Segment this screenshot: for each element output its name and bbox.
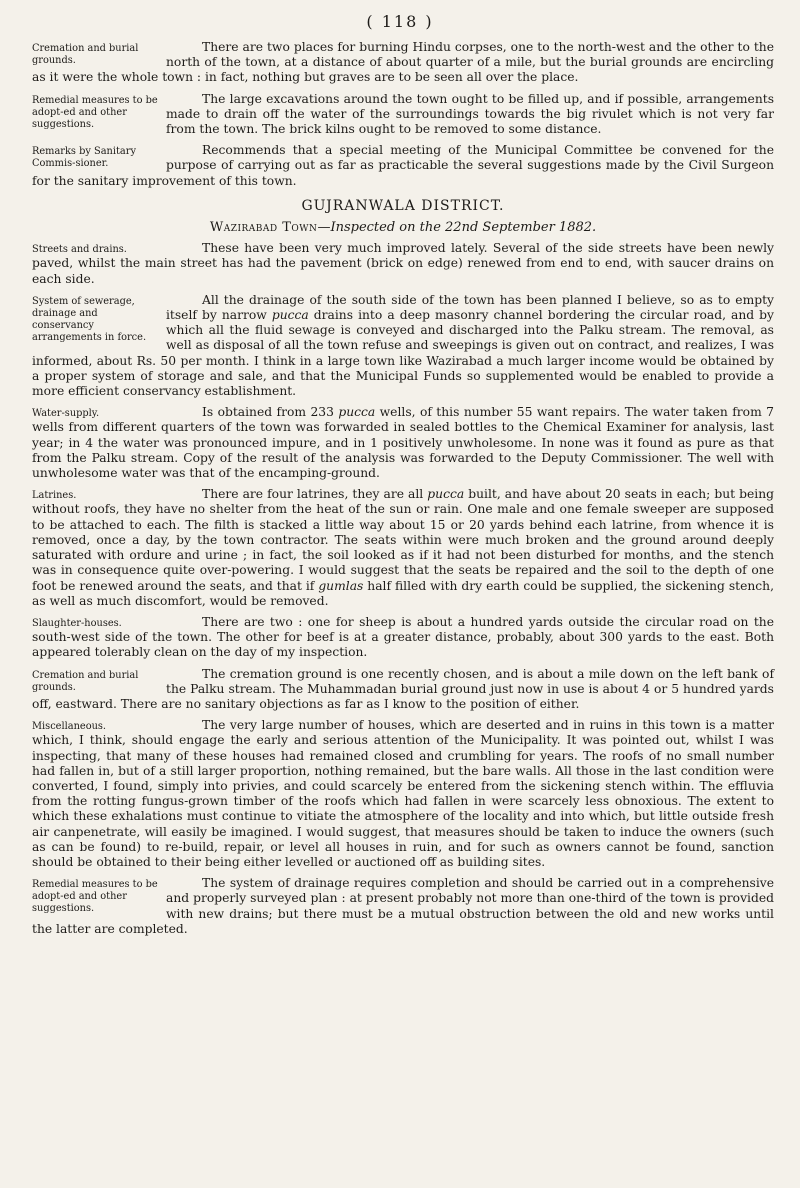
text-run: drains into a deep masonry channel bordering the circular road, and by which all the fluid sewage is conveyed and discharged into the Palku stream. The removal, as well as disposal of all the town refuse and sweepings is given out on contract, and realizes, I was informed, about Rs. 50 per month. I think in a large town like Wazirabad a much larger income would be obtained by a proper system of storage and sale, and that the Municipal Funds so supplemented would be enabled to provide a more efficient conservancy establishment. xyxy=(32,308,775,399)
text-run: half filled with dry earth could be supplied, the sickening stench, as well as much discomfort, would be removed. xyxy=(32,578,774,608)
marginal-note: Remedial measures to be adopt-ed and other suggestions. xyxy=(32,879,158,915)
marginal-note: Streets and drains. xyxy=(32,244,127,256)
paragraph: The very large number of houses, which are deserted and in ruins in this town is a matter which, I think, should engage the early and serious attention of the Municipality. It was pointed out, whilst I was inspecting, that many of these houses had remained closed and crumbling for years. The roofs of no small number had fallen in, but of a still larger proportion, nothing remained, but the bare walls. All those in the last condition were converted, I found, simply into privies, and could scarcely be entered from the sickening stench within. The effluvia from the rotting fungus-grown timber of the roofs which had fallen in were scarcely less obnoxious. The extent to which these exhalations must continue to vitiate the atmosphere of the locality and into which, but little outside fresh air canpenetrate, will easily be imagined. I would suggest, that measures should be taken to induce the owners (such as can be found) to re-build, repair, or level all houses in ruin, and for such as owners cannot be found, sanction should be obtained to their being either levelled or auctioned off as building sites. xyxy=(32,718,774,869)
town-name: Wazirabad Town xyxy=(209,220,318,236)
document-body xyxy=(32,40,774,937)
section-miscellaneous xyxy=(32,718,774,870)
marginal-note: Cremation and burial grounds. xyxy=(32,669,139,693)
text-run: built, and have about 20 seats in each; but being without roofs, they have no shelter from the heat of the sun or rain. One male and one female sweeper are supposed to be attached to each. The filth is stacked a little way about 15 or 20 yards behind each latrine, from whence it is removed, once a day, by the town contractor. The seats within were much broken and the ground around deeply saturated with ordure and urine ; in fact, the soil looked as if it had not been disturbed for months, and the stench was in consequence quite over-powering. I would suggest that the seats be repaired and the soil to the depth of one foot be renewed around the seats, and that if xyxy=(32,487,774,593)
marginal-note: Slaughter-houses. xyxy=(32,617,122,629)
inspection-date: Inspected on the 22nd September 1882. xyxy=(330,220,597,236)
section-cremation-burial xyxy=(32,40,774,86)
marginal-note: Latrines. xyxy=(32,490,77,502)
paragraph: The system of drainage requires completion and should be carried out in a comprehensive and properly surveyed plan : at present probably not more than one-third of the town is provided with new drains; but there must be a mutual obstruction between the old and new works until the latter are completed. xyxy=(32,876,774,936)
paragraph: There are two : one for sheep is about a hundred yards outside the circular road on the south-west side of the town. The other for beef is at a greater distance, probably, about 300 yards to the east. Both appeared tolerably clean on the day of my inspection. xyxy=(32,614,774,660)
text-run: All the drainage of the south side of the town has been planned I believe, so as to empty itself by narrow xyxy=(166,292,774,323)
marginal-note: System of sewerage, drainage and conservancy arrangements in force. xyxy=(32,295,147,343)
section-remedial-measures-2 xyxy=(32,876,774,937)
paragraph: These have been very much improved lately. Several of the side streets have been newly paved, whilst the main street has had the pavement (brick on edge) renewed from end to end, with saucer drains on each side. xyxy=(32,241,774,286)
district-heading: GUJRANWALA DISTRICT. xyxy=(301,197,505,214)
marginal-note: Remarks by Sanitary Commis-sioner. xyxy=(32,146,136,170)
text-run: There are four latrines, they are all xyxy=(202,487,428,502)
marginal-note: Remedial measures to be adopt-ed and other suggestions. xyxy=(32,94,158,130)
section-water-supply xyxy=(32,405,774,481)
page-number: ( 118 ) xyxy=(366,12,434,31)
paragraph: The large excavations around the town ought to be filled up, and if possible, arrangements made to drain off the water of the surroundings towards the big rivulet which is not very far from the town. The brick kilns ought to be removed to some distance. xyxy=(166,91,774,137)
section-streets-drains xyxy=(32,241,774,287)
section-cremation-burial-2 xyxy=(32,667,774,713)
text-run: wells, of this number 55 want repairs. The water taken from 7 wells from different quarters of the town was forwarded in sealed bottles to the Chemical Examiner for analysis, last year; in 4 the water was pronounced impure, and in 1 positively unwholesome. In none was it found as pure as that from the Palku stream. Copy of the result of the analysis was forwarded to the Deputy Commissioner. The well with unwholesome water was that of the encamping-ground. xyxy=(32,405,774,481)
paragraph: Recommends that a special meeting of the Municipal Committee be convened for the purpose of carrying out as far as practicable the several suggestions made by the Civil Surgeon for the sanitary improvement of this town. xyxy=(32,143,774,188)
inspection-heading xyxy=(32,220,774,235)
italic-term: pucca xyxy=(271,308,309,323)
section-sewerage xyxy=(32,293,774,399)
italic-term: pucca xyxy=(427,487,465,502)
section-sanitary-commissioner xyxy=(32,143,774,189)
heading-dash: — xyxy=(317,220,331,236)
paragraph: There are two places for burning Hindu corpses, one to the north-west and the other to the north of the town, at a distance of about quarter of a mile, but the burial grounds are encircling as it were the whole town : in fact, nothing but graves are to be seen all over the place. xyxy=(32,40,774,85)
marginal-note: Miscellaneous. xyxy=(32,721,107,733)
paragraph: The cremation ground is one recently chosen, and is about a mile down on the left bank of the Palku stream. The Muhammadan burial ground just now in use is about 4 or 5 hundred yards off, eastward. There are no sanitary objections as far as I know to the position of either. xyxy=(32,666,774,711)
section-latrines xyxy=(32,487,774,609)
section-slaughter-houses xyxy=(32,615,774,661)
marginal-note: Water-supply. xyxy=(32,408,100,420)
italic-term: gumlas xyxy=(318,578,364,593)
text-run: Is obtained from 233 xyxy=(202,405,339,420)
paragraph xyxy=(32,487,774,609)
italic-term: pucca xyxy=(338,405,376,420)
marginal-note: Cremation and burial grounds. xyxy=(32,43,139,66)
section-remedial-measures xyxy=(32,92,774,138)
